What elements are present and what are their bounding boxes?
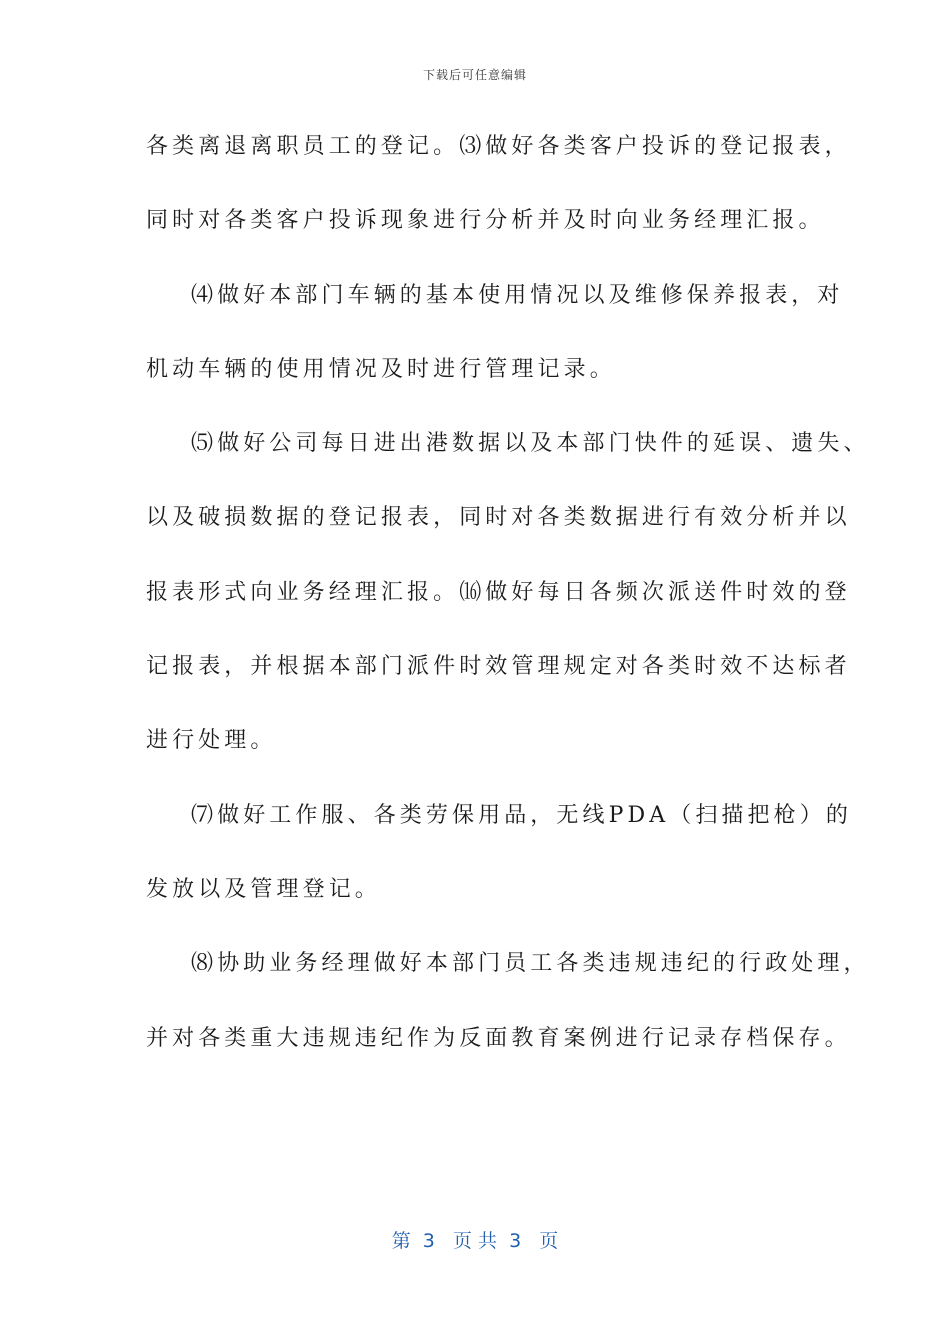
paragraph-line: 以及破损数据的登记报表，同时对各类数据进行有效分析并以 [146, 505, 851, 531]
paragraph-line: 同时对各类客户投诉现象进行分析并及时向业务经理汇报。 [146, 208, 825, 234]
document-body [146, 124, 870, 1090]
paragraph-line: 并对各类重大违规违纪作为反面教育案例进行记录存档保存。 [146, 1025, 851, 1051]
paragraph-line: ⑸做好公司每日进出港数据以及本部门快件的延误、遗失、 [191, 431, 870, 457]
paragraph-line: 记报表，并根据本部门派件时效管理规定对各类时效不达标者 [146, 654, 851, 680]
paragraph-line: ⑻协助业务经理做好本部门员工各类违规违纪的行政处理， [191, 951, 870, 977]
page-header: 下载后可任意编辑 [422, 68, 527, 82]
paragraph-line: ⑷做好本部门车辆的基本使用情况以及维修保养报表，对 [191, 282, 844, 308]
paragraph-line: 发放以及管理登记。 [146, 876, 381, 902]
page-number-footer: 第 3 页 共 3 页 [391, 1230, 559, 1252]
paragraph-line: 报表形式向业务经理汇报。⒃做好每日各频次派送件时效的登 [146, 579, 851, 605]
paragraph-line: 各类离退离职员工的登记。⑶做好各类客户投诉的登记报表， [146, 134, 851, 159]
paragraph-line: ⑺做好工作服、各类劳保用品，无线PDA（扫描把枪）的 [191, 802, 852, 828]
paragraph-line: 机动车辆的使用情况及时进行管理记录。 [146, 356, 616, 382]
paragraph-line: 进行处理。 [146, 728, 277, 754]
